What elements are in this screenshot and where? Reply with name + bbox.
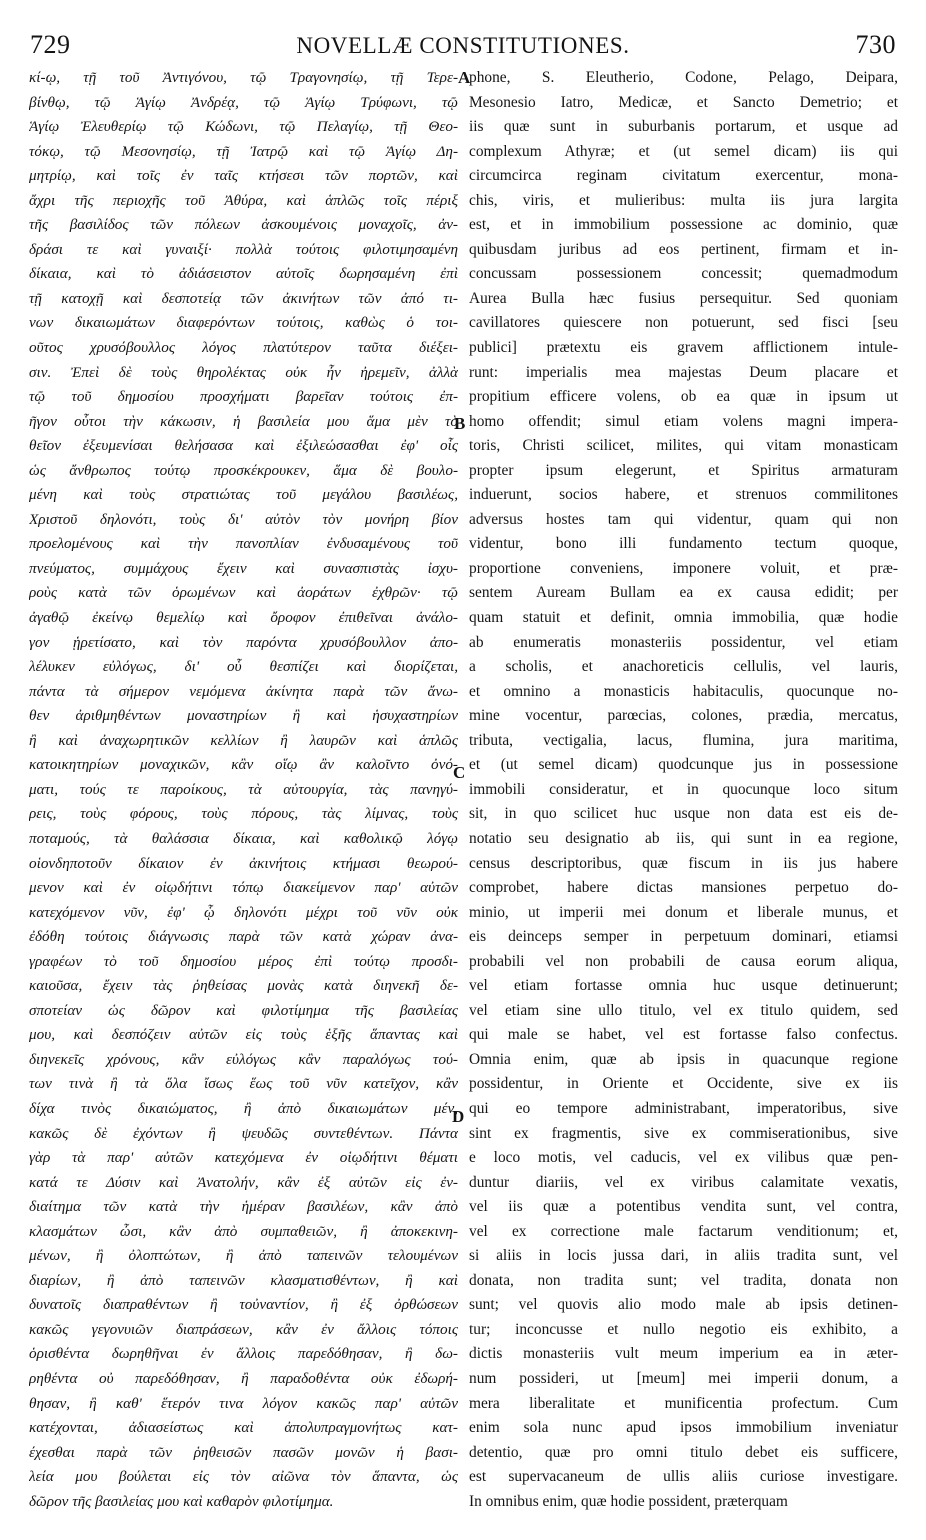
right-page-number: 730 (855, 30, 896, 59)
latin-text-line: sit, in quo scilicet huc usque non data est eis de- (469, 805, 898, 823)
greek-text-line: ἐδόθη τούτοις διάγνωσις παρὰ τῶν κατὰ χώραν ἀνα- (29, 928, 458, 946)
greek-text-line: μενον καὶ ἐν οἱῳδήτινι τόπῳ διακείμενον παρ' αὐτῶν (29, 879, 458, 897)
greek-text-line: πάντα τὰ σήμερον νεμόμενα ἀκίνητα παρὰ τῶν ἄνω- (29, 682, 458, 700)
latin-text-line: sunt; vel quovis alio modo male ab ipsis detinen- (469, 1296, 898, 1314)
latin-text-line: minio, ut imperii mei donum et liberale munus, et (469, 903, 898, 921)
latin-text-line: donata, non tradita sunt; vel tradita, donata non (469, 1271, 898, 1289)
greek-text-line: μητρίῳ, καὶ τοῖς ἐν ταῖς κτήσεσι τῶν πορτῶν, καὶ (29, 167, 458, 185)
greek-text-line: κατοικητηρίων μοναχικῶν, κἂν οἵῳ ἂν καλοῖντο ὀνό- (29, 756, 458, 774)
greek-text-line: λέλυκεν εὐλόγως, δι' οὗ θεσπίζει καὶ διορίζεται, (29, 658, 458, 676)
latin-text-line: eis deinceps semper in perpetuum dominari, etiamsi (469, 928, 898, 946)
greek-text-line: θεῖον ἐξευμενίσαι θελήσασα καὶ ἐξιλεώσασθαι ἐφ' οἷς (29, 437, 458, 455)
greek-text-line: πνεύματος, συμμάχους ἔχειν καὶ συνασπιστὰς ἰσχυ- (29, 559, 458, 577)
latin-text-line: mine vocentur, parœcias, colones, prædia, mercatus, (469, 707, 898, 725)
latin-text-line: sentem Auream Bullam ea ex causa edidit; per (469, 584, 898, 602)
greek-text-line: μένων, ἢ ὀλοπτώτων, ἢ ἀπὸ ταπεινῶν τελουμένων (29, 1247, 458, 1265)
greek-text-line: έχεσθαι παρὰ τῶν ῥηθεισῶν πασῶν μονῶν ἡ βασι- (29, 1443, 458, 1461)
latin-text-line: tributa, vectigalia, lacus, flumina, jura maritima, (469, 731, 898, 749)
latin-text-line: immobili consideratur, et in quocunque loco situm (469, 780, 898, 798)
latin-text-line: et (ut semel dicam) quodcunque jus in possessione (469, 756, 898, 774)
latin-text-line: toris, Christi scilicet, milites, qui vitam monasticam (469, 437, 898, 455)
greek-text-line: Χριστοῦ δηλονότι, τοὺς δι' αὐτὸν τὸν μονήρη βίον (29, 510, 458, 528)
greek-text-line: δυνατοῖς διαπραθέντων ἢ τοὐναντίον, ἢ ἐξ ὀρθώσεων (29, 1296, 458, 1314)
latin-text-line: Mesonesio Iatro, Medicæ, et Sancto Demetrio; et (469, 93, 898, 111)
greek-text-line: διηνεκεῖς χρόνους, κἂν εὐλόγως κἂν παραλόγως τού- (29, 1050, 458, 1068)
latin-text-line: propitium efficere volens, ob ea quæ in ipsum ut (469, 388, 898, 406)
greek-text-line: μου, καὶ δεσπόζειν αὐτῶν εἰς τοὺς ἑξῆς ἅπαντας καὶ (29, 1026, 458, 1044)
margin-marker-c: C (453, 763, 466, 782)
page-header (30, 30, 896, 60)
greek-text-line: προελομένους καὶ τὴν πανοπλίαν ἐνδυσαμένους τοῦ (29, 535, 458, 553)
greek-text-line: Ἁγίῳ Ἐλευθερίῳ τῷ Κώδωνι, τῷ Πελαγίῳ, τῇ Θεο- (29, 118, 458, 136)
margin-marker-d: D (452, 1107, 465, 1126)
greek-text-line: οῦτος χρυσόβουλλος λόγος πλατύτερον ταῦτα διέξει- (29, 339, 458, 357)
latin-text-line: probabili vel non probabili de causa eorum aliqua, (469, 952, 898, 970)
greek-text-line: δῶρον τῆς βασιλείας μου καὶ καθαρὸν φιλοτίμημα. (29, 1492, 334, 1510)
margin-marker-a: A (458, 68, 471, 87)
latin-text-line: iis quæ sunt in suburbanis portarum, et usque ad (469, 118, 898, 136)
latin-text-line: et omnino a monasticis habitaculis, quocunque no- (469, 682, 898, 700)
latin-text-line: vel iis quæ a potentibus vendita sunt, vel contra, (469, 1198, 898, 1216)
greek-text-line: γραφέων τὸ τοῦ δημοσίου μέρος ἐπὶ τούτῳ προσδι- (29, 952, 458, 970)
latin-text-line: sint ex fragmentis, sive ex commiserationibus, sive (469, 1124, 898, 1142)
latin-text-line: concussam possessionem concessit; quemadmodum (469, 265, 898, 283)
latin-text-line: est supervacaneum de ullis aliis curiose investigare. (469, 1468, 898, 1486)
latin-text-line: qui eo tempore administrabant, imperatoribus, sive (469, 1099, 898, 1117)
latin-text-line: homo offendit; simul etiam volens magni impera- (469, 412, 898, 430)
greek-text-line: ἢ καὶ ἀναχωρητικῶν κελλίων ἢ λαυρῶν καὶ ἁπλῶς (29, 731, 458, 749)
greek-text-line: κί-ῳ, τῇ τοῦ Ἀντιγόνου, τῷ Τραγονησίῳ, τῇ Τερε- (29, 69, 458, 86)
greek-text-line: λεία μου βούλεται εἰς τὸν αἰῶνα τὸν ἅπαντα, ὡς (29, 1468, 458, 1486)
greek-text-line: οἱονδηποτοῦν δίκαιον ἐν ἀκινήτοις κτήμασι θεωρού- (29, 854, 458, 872)
greek-text-line: διαίτημα τῶν κατὰ τὴν ἡμέραν βασιλέων, κἂν ἀπὸ (29, 1198, 458, 1216)
latin-text-line: census descriptoribus, quæ fiscum in iis jus habere (469, 854, 898, 872)
latin-text-line: propter ipsum elegerunt, et Spiritus armaturam (469, 461, 898, 479)
greek-text-line: ὡς ἄνθρωπος τούτῳ προσκέκρουκεν, ἅμα δὲ βουλο- (29, 461, 458, 479)
latin-text-line: ab enumeratis monasteriis possidentur, vel etiam (469, 633, 898, 651)
latin-text-line: duntur diariis, vel ex viribus calamitate vexatis, (469, 1173, 898, 1191)
greek-text-line: νων δικαιωμάτων διαφερόντων τούτοις, καθὼς ὁ τοι- (29, 314, 458, 332)
latin-text-line: notatio seu designatio ab iis, qui sunt in ea regione, (469, 829, 898, 847)
margin-marker-b: B (454, 414, 466, 433)
running-title: NOVELLÆ CONSTITUTIONES. (296, 33, 630, 58)
latin-text-line: a scholis, et anachoreticis cellulis, vel lauris, (469, 658, 898, 676)
latin-text-line: adversus hostes tam qui videntur, quam qui non (469, 510, 898, 528)
greek-text-line: κατά τε Δύσιν καὶ Ἀνατολήν, κἂν ἐξ αὐτῶν εἰς ἐν- (29, 1173, 458, 1191)
latin-text-line: In omnibus enim, quæ hodie possident, præterquam (469, 1492, 788, 1510)
greek-text-line: κλασμάτων ὦσι, κἂν ἀπὸ συμπαθειῶν, ἢ ἀποκεκινη- (29, 1222, 458, 1240)
latin-text-line: phone, S. Eleutherio, Codone, Pelago, Deipara, (469, 69, 898, 86)
greek-text-line: δίχα τινὸς δικαιώματος, ἢ ἀπὸ δικαιωμάτων μέν, (29, 1099, 458, 1117)
latin-text-line: vel etiam sine ullo titulo, vel ex titulo quidem, sed (469, 1001, 898, 1019)
greek-text-line: ρηθέντα οὐ παρεδόθησαν, ἢ παραδοθέντα οὐκ ἐδωρή- (29, 1369, 458, 1387)
greek-text-line: ῆγον οὗτοι τὴν κάκωσιν, ἡ βασιλεία μου ἅμα μὲν τὸ (29, 412, 458, 430)
greek-text-line: διαρίων, ἢ ἀπὸ ταπεινῶν κλασματισθέντων, ἢ καὶ (29, 1271, 458, 1289)
latin-text-line: quam statuit et definit, omnia immobilia, quæ hodie (469, 609, 898, 627)
greek-text-line: των τινὰ ἢ τὰ ὅλα ἴσως ἕως τοῦ νῦν κατεῖχον, κἂν (29, 1075, 458, 1093)
latin-text-line: Aurea Bulla hæc fusius persequitur. Sed quoniam (469, 289, 898, 307)
latin-text-line: vel ex correctione male factarum venditionum; et, (469, 1222, 898, 1240)
latin-text-line: publici] prætextu eis gravem afflictionem intule- (469, 339, 898, 357)
latin-text-line: complexum Athyræ; et (ut semel dicam) iis qui (469, 142, 898, 160)
greek-text-line: βίνθῳ, τῷ Ἁγίῳ Ἀνδρέᾳ, τῷ Ἁγίῳ Τρύφωνι, τῷ (29, 93, 458, 111)
latin-text-line: chis, viris, et mulieribus: multa iis jura largita (469, 191, 898, 209)
greek-text-line: θησαν, ἢ καθ' ἕτερόν τινα λόγον κακῶς παρ' αὐτῶν (29, 1394, 458, 1412)
greek-text-line: κατέχονται, ἀδιασείστως καὶ ἀπολυπραγμονήτως κατ- (29, 1419, 458, 1437)
greek-text-column (29, 66, 458, 1536)
latin-text-line: proportione conveniens, imponere voluit, et præ- (469, 559, 898, 577)
latin-text-line: videntur, bono illi fundamento tectum quoque, (469, 535, 898, 553)
latin-text-line: possidentur, in Oriente et Occidente, sive ex iis (469, 1075, 898, 1093)
greek-text-line: ρεις, τοὺς φόρους, τοὺς πόρους, τὰς λίμνας, τοὺς (29, 805, 458, 823)
greek-text-line: καιοῦσα, ἔχειν τὰς ῥηθείσας μονὰς κατὰ διηνεκῆ δε- (29, 977, 458, 995)
greek-text-line: γὰρ τὰ παρ' αὐτῶν κατεχόμενα ἐν οἱῳδήτινι θέματι (29, 1149, 458, 1167)
greek-text-line: κακῶς δὲ ἐχόντων ἢ ψευδῶς συντεθέντων. Πάντα (29, 1124, 458, 1142)
latin-text-line: dictis monasteriis vult meum imperium ea in æter- (469, 1345, 898, 1363)
latin-text-line: detentio, quæ pro omni titulo debet eis sufficere, (469, 1443, 898, 1461)
latin-text-line: circumcirca reginam civitatum exercentur, mona- (469, 167, 898, 185)
latin-text-line: runt: imperialis mea majestas Deum placare et (469, 363, 898, 381)
greek-text-line: ὁρισθέντα δωρηθῆναι ἐν ἄλλοις παρεδόθησαν, ἢ δω- (29, 1345, 458, 1363)
latin-text-line: qui male se habet, vel est fortasse falso confectus. (469, 1026, 898, 1044)
greek-text-line: κατεχόμενον νῦν, ἐφ' ᾧ δηλονότι μέχρι τοῦ νῦν οὐκ (29, 903, 458, 921)
latin-text-line: si aliis in locis jussa dari, in aliis tradita sunt, vel (469, 1247, 898, 1265)
latin-text-column (469, 66, 898, 1536)
greek-text-line: μένη καὶ τοὺς στρατιώτας τοῦ μεγάλου βασιλέως, (29, 486, 458, 504)
greek-text-line: ματι, τούς τε παροίκους, τὰ αὐτουργία, τὰς πανηγύ- (29, 780, 458, 798)
greek-text-line: γον ᾑρετίσατο, καὶ τὸν παρόντα χρυσόβουλλον ἀπο- (29, 633, 458, 651)
latin-text-line: est, et in immobilium possessione ac dominio, quæ (469, 216, 898, 234)
greek-text-line: ἀγαθῷ ἐκείνῳ θεμελίῳ καὶ ὄροφον ἐπιθεῖναι ἀνάλο- (29, 609, 458, 627)
greek-text-line: ροὺς κατὰ τῶν ὁρωμένων καὶ ἀοράτων ἐχθρῶν· τῷ (29, 584, 458, 602)
latin-text-line: enim sola nunc apud ipsos immobilium inveniatur (469, 1419, 898, 1437)
greek-text-line: σποτείαν ὡς δῶρον καὶ φιλοτίμημα τῆς βασιλείας (29, 1001, 458, 1019)
greek-text-line: ποταμούς, τὰ θαλάσσια δίκαια, καὶ καθολικῷ λόγῳ (29, 829, 458, 847)
latin-text-line: quibusdam juribus ad eos pertinent, firmam et in- (469, 240, 898, 258)
greek-text-line: τόκῳ, τῷ Μεσονησίῳ, τῇ Ἰατρῷ καὶ τῷ Ἁγίῳ Δη- (29, 142, 458, 160)
latin-text-line: induerunt, socios habere, et strenuos commilitones (469, 486, 898, 504)
greek-text-line: τῷ τοῦ δημοσίου προσχήματι βαρεῖαν τούτοις ἐπ- (29, 388, 458, 406)
greek-text-line: δράσι τε καὶ γυναιξί· πολλὰ τούτοις φιλοτιμησαμένη (29, 240, 458, 258)
greek-text-line: τῆς βασιλίδος τῶν πόλεων ἀσκουμένοις μοναχοῖς, ἀν- (29, 216, 458, 234)
greek-text-line: θεν ἀριθμηθέντων μοναστηρίων ἢ καὶ ἡσυχαστηρίων (29, 707, 458, 725)
latin-text-line: comprobet, habere dictas mansiones perpetuo do- (469, 879, 898, 897)
greek-text-line: ἄχρι τῆς περιοχῆς τοῦ Ἀθύρα, καὶ ἁπλῶς τοῖς πέριξ (29, 191, 458, 209)
latin-text-line: vel etiam fortasse omnia huc usque detinuerunt; (469, 977, 898, 995)
latin-text-line: mera liberalitate et munificentia profectum. Cum (469, 1394, 898, 1412)
latin-text-line: e loco motis, vel caducis, vel ex vilibus quæ pen- (469, 1149, 898, 1167)
latin-text-line: Omnia enim, quæ ab ipsis in quacunque regione (469, 1050, 898, 1068)
greek-text-line: τῇ κατοχῇ καὶ δεσποτείᾳ τῶν ἀκινήτων τῶν ἀπό τι- (29, 289, 458, 307)
greek-text-line: δίκαια, καὶ τὸ ἀδιάσειστον αὐτοῖς δωρησαμένη ἐπὶ (29, 265, 458, 283)
greek-text-line: σιν. Ἐπεὶ δὲ τοὺς θηρολέκτας οὐκ ἦν ἠρεμεῖν, ἀλλὰ (29, 363, 458, 381)
greek-text-line: κακῶς γεγονυιῶν διαπράσεων, κἂν ἐν ἄλλοις τόποις (29, 1320, 458, 1338)
left-page-number: 729 (30, 30, 71, 59)
latin-text-line: cavillatores quiescere non potuerunt, sed fisci [seu (469, 314, 898, 332)
latin-text-line: num possideri, ut [meum] mei imperii donum, a (469, 1369, 898, 1387)
latin-text-line: tur; inconcusse et nullo negotio eis exhibito, a (469, 1320, 898, 1338)
